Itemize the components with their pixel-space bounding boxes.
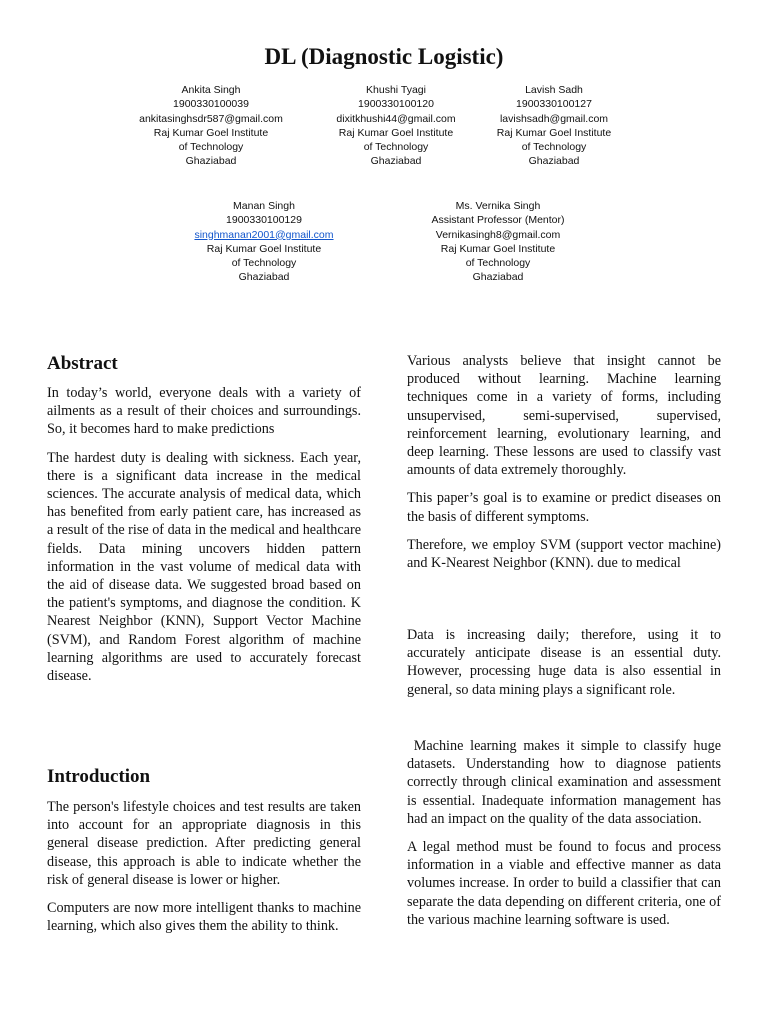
author-block xyxy=(124,83,298,169)
introduction-heading: Introduction xyxy=(47,766,151,787)
author-institute: of Technology xyxy=(363,141,429,154)
mentor-title: Assistant Professor (Mentor) xyxy=(431,214,565,227)
body-paragraph: Machine learning makes it simple to classify huge datasets. Understanding how to diagnose patients correctly through clinical examination and assessment is essential. Inadequate information management has had an impact on the quality of the data association. xyxy=(407,738,725,827)
author-email: dixitkhushi44@gmail.com xyxy=(336,112,456,125)
author-name: Lavish Sadh xyxy=(525,84,583,96)
mentor-institute: Raj Kumar Goel Institute xyxy=(440,242,556,255)
mentor-name: Ms. Vernika Singh xyxy=(455,200,541,212)
author-city: Ghaziabad xyxy=(185,155,237,168)
body-paragraph: Therefore, we employ SVM (support vector machine) and K-Nearest Neighbor (KNN). due to medical xyxy=(407,536,721,572)
author-city: Ghaziabad xyxy=(528,155,580,168)
author-block xyxy=(467,83,641,169)
author-institute: Raj Kumar Goel Institute xyxy=(496,126,612,139)
author-roll: 1900330100129 xyxy=(226,214,302,227)
author-institute: Raj Kumar Goel Institute xyxy=(153,126,269,139)
abstract-paragraph: In today’s world, everyone deals with a variety of ailments as a result of their choices and surroundings. So, it becomes hard to make predictions xyxy=(47,385,361,438)
author-name: Ankita Singh xyxy=(181,84,241,96)
author-email: lavishsadh@gmail.com xyxy=(499,112,609,125)
author-institute: of Technology xyxy=(178,141,244,154)
left-column-intro xyxy=(47,765,361,945)
body-paragraph: This paper’s goal is to examine or predict diseases on the basis of different symptoms. xyxy=(407,490,721,525)
mentor-block xyxy=(411,199,585,285)
body-paragraph: A legal method must be found to focus and process information in a viable and effective manner as data volumes increase. In order to build a classifier that can separate the data depending on different criteria, one of the various machine learning software is used. xyxy=(407,839,721,928)
author-block xyxy=(177,199,351,285)
author-institute: Raj Kumar Goel Institute xyxy=(338,126,454,139)
author-block xyxy=(309,83,483,169)
mentor-institute: of Technology xyxy=(465,257,531,270)
author-email-link[interactable]: singhmanan2001@gmail.com xyxy=(194,228,334,241)
paper-title: DL (Diagnostic Logistic) xyxy=(264,44,504,69)
right-column-bottom xyxy=(407,737,725,939)
left-column xyxy=(47,352,361,695)
author-roll: 1900330100039 xyxy=(173,98,249,111)
right-column xyxy=(407,352,721,582)
author-roll: 1900330100127 xyxy=(516,98,592,111)
right-column-lower xyxy=(407,626,721,709)
author-institute: of Technology xyxy=(521,141,587,154)
abstract-paragraph: The hardest duty is dealing with sickness. Each year, there is a significant data increase in the medical sciences. The accurate analysis of medical data, which has benefited from early patient care, has increased as a result of the rise of data in the medical and healthcare fields. Data mining uncovers hidden pattern information in the vast volume of medical data with the aid of disease data. We suggested broad based on the patient's symptoms, and diagnose the condition. K Nearest Neighbor (KNN), Support Vector Machine (SVM), and Random Forest algorithm of machine learning algorithms are used to accurately forecast disease. xyxy=(47,449,361,685)
author-name: Manan Singh xyxy=(233,200,295,212)
introduction-paragraph: The person's lifestyle choices and test results are taken into account for an appropriate diagnosis in this general disease prediction. After predicting general disease, this approach is able to indicate whether the risk of general disease is lower or higher. xyxy=(47,799,361,888)
author-institute: Raj Kumar Goel Institute xyxy=(206,242,322,255)
introduction-paragraph: Computers are now more intelligent thanks to machine learning, which also gives them the ability to think. xyxy=(47,900,361,935)
author-roll: 1900330100120 xyxy=(358,98,434,111)
body-paragraph: Various analysts believe that insight cannot be produced without learning. Machine learning techniques come in a variety of forms, including unsupervised, semi-supervised, supervised, reinforcement learning, evolutionary learning, and deep learning. These lessons are used to classify vast amounts of data extremely thoroughly. xyxy=(407,353,721,479)
author-email: ankitasinghsdr587@gmail.com xyxy=(139,112,283,125)
author-institute: of Technology xyxy=(231,257,297,270)
mentor-email: Vernikasingh8@gmail.com xyxy=(435,228,561,241)
author-city: Ghaziabad xyxy=(370,155,422,168)
author-name: Khushi Tyagi xyxy=(366,84,426,96)
abstract-heading: Abstract xyxy=(47,353,118,374)
mentor-city: Ghaziabad xyxy=(472,271,524,284)
body-paragraph: Data is increasing daily; therefore, using it to accurately anticipate disease is an essential duty. However, processing huge data is also essential in general, so data mining plays a significant role. xyxy=(407,627,721,698)
author-city: Ghaziabad xyxy=(238,271,290,284)
